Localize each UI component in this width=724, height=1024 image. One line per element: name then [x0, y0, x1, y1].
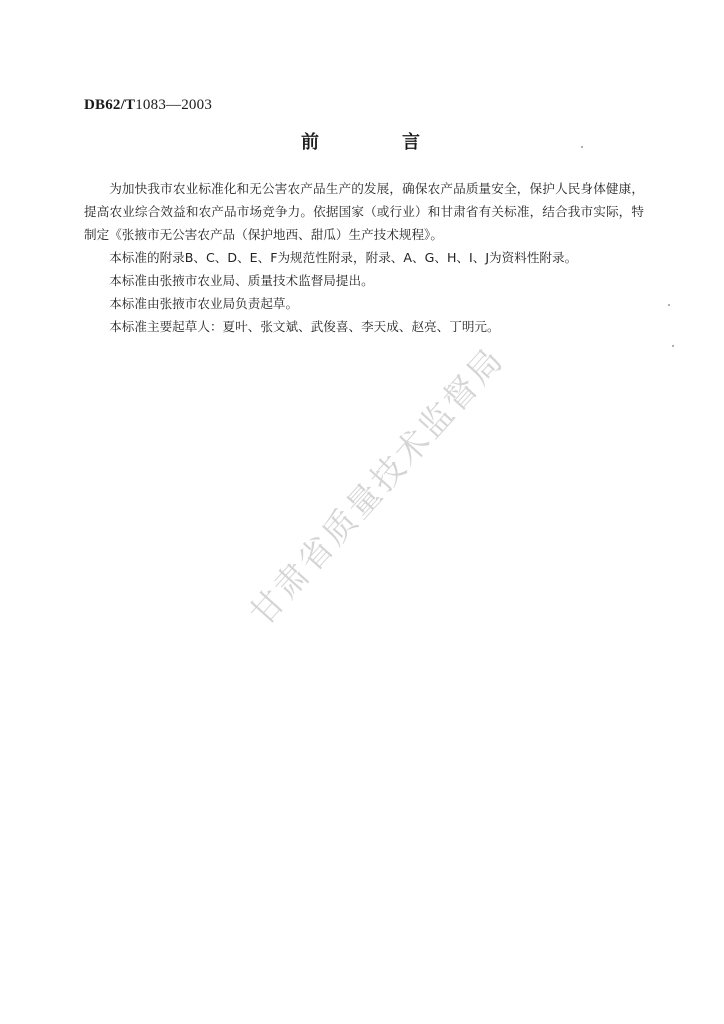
- heading-char-1: 前: [301, 132, 319, 153]
- paragraph-authors: 本标准主要起草人：夏叶、张文斌、武俊喜、李天成、赵亮、丁明元。: [109, 319, 500, 334]
- paragraph-purpose: 为加快我市农业标准化和无公害农产品生产的发展，确保农产品质量安全，保护人民身体健康，提高农业综合效益和农产品市场竞争力。依据国家（或行业）和甘肃省有关标准，结合我市实际，特制定《张掖市无公害农产品（保护地西、甜瓜）生产技术规程》。: [84, 181, 644, 242]
- foreword-body: [84, 177, 644, 338]
- heading-char-2: 言: [402, 132, 420, 153]
- standard-code: 1083—2003: [135, 97, 213, 113]
- paragraph-drafter: 本标准由张掖市农业局负责起草。: [109, 296, 299, 311]
- standard-prefix: DB62/T: [84, 97, 136, 113]
- scan-speck: [672, 345, 674, 347]
- page-heading: [0, 128, 724, 154]
- standard-number: [84, 97, 212, 114]
- scan-speck: [668, 304, 670, 306]
- scan-speck: [581, 146, 583, 148]
- paragraph-appendices: 本标准的附录B、C、D、E、F为规范性附录，附录、A、G、H、I、J为资料性附录。: [109, 250, 578, 265]
- watermark-stamp: 甘肃省质量技术监督局: [241, 339, 512, 633]
- paragraph-proposer: 本标准由张掖市农业局、质量技术监督局提出。: [109, 273, 374, 288]
